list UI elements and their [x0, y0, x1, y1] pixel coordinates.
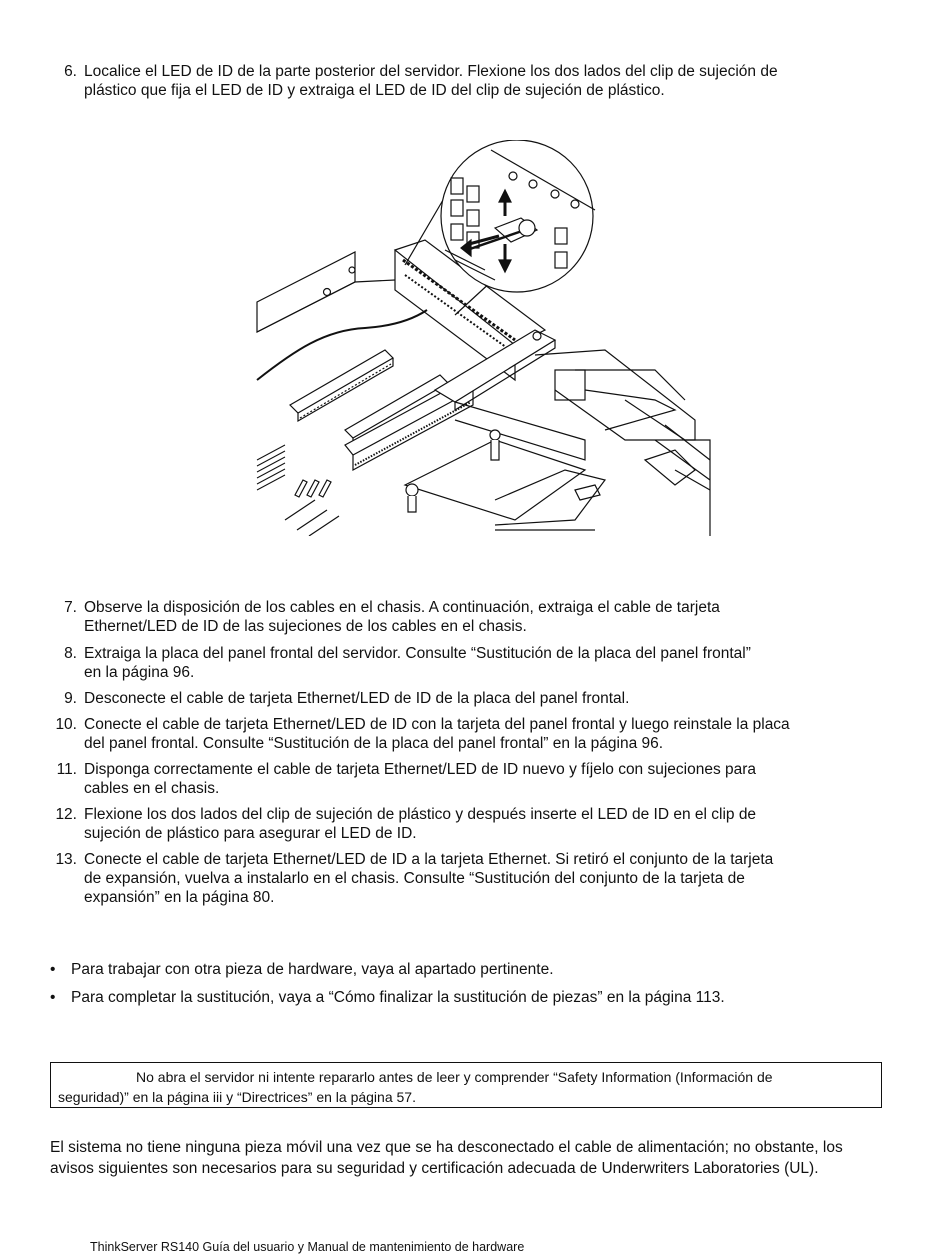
step-text-line: Conecte el cable de tarjeta Ethernet/LED de ID a la tarjeta Ethernet. Si retiró el conjunto de la tarjeta — [84, 851, 774, 868]
step-6 — [50, 62, 880, 100]
step-number: 7. — [64, 599, 77, 616]
bullet-text: Para trabajar con otra pieza de hardware, vaya al apartado pertinente. — [71, 961, 554, 978]
step-text-line: expansión” en la página 80. — [84, 889, 275, 906]
step-text-line: Observe la disposición de los cables en el chasis. A continuación, extraiga el cable de tarjeta — [84, 599, 720, 616]
step-text-line: del panel frontal. Consulte “Sustitución de la placa del panel frontal” en la página 96. — [84, 735, 664, 752]
step-11 — [50, 760, 880, 798]
step-text-line: plástico que fija el LED de ID y extraiga el LED de ID del clip de sujeción de plástico. — [84, 82, 665, 99]
step-text-line: cables en el chasis. — [84, 780, 220, 797]
note-line: seguridad)” en la página iii y “Directrices” en la página 57. — [58, 1089, 416, 1105]
step-text-line: Ethernet/LED de ID de las sujeciones de los cables en el chasis. — [84, 618, 527, 635]
step-number: 12. — [55, 806, 77, 823]
step-8 — [50, 644, 880, 682]
bullet-text: Para completar la sustitución, vaya a “Cómo finalizar la sustitución de piezas” en la página 113. — [71, 989, 725, 1006]
step-number: 6. — [64, 63, 77, 80]
list-item — [50, 960, 880, 979]
step-13 — [50, 850, 880, 907]
step-text-line: Conecte el cable de tarjeta Ethernet/LED de ID con la tarjeta del panel frontal y luego reinstale la placa — [84, 716, 790, 733]
step-number: 11. — [56, 761, 77, 778]
note-line: No abra el servidor ni intente repararlo antes de leer y comprender “Safety Information (Información de — [136, 1069, 773, 1085]
step-10 — [50, 715, 880, 753]
step-text-line: Desconecte el cable de tarjeta Ethernet/LED de ID de la placa del panel frontal. — [84, 690, 630, 707]
id-led-removal-illustration — [255, 140, 715, 536]
body-paragraph: El sistema no tiene ninguna pieza móvil una vez que se ha desconectado el cable de alimentación; no obstante, los avisos siguientes son necesarios para su seguridad y certificación adecuada de Underwriters Laboratories (UL). — [50, 1139, 843, 1177]
step-text-line: Localice el LED de ID de la parte posterior del servidor. Flexione los dos lados del clip de sujeción de — [84, 63, 778, 80]
list-item — [50, 988, 880, 1007]
step-7 — [50, 598, 880, 636]
bullet-icon: • — [50, 989, 56, 1006]
step-number: 10. — [55, 716, 77, 733]
step-number: 9. — [64, 690, 77, 707]
bullet-icon: • — [50, 961, 56, 978]
step-text-line: Extraiga la placa del panel frontal del servidor. Consulte “Sustitución de la placa del panel frontal” — [84, 645, 751, 662]
step-number: 13. — [55, 851, 77, 868]
step-12 — [50, 805, 880, 843]
step-text-line: Disponga correctamente el cable de tarjeta Ethernet/LED de ID nuevo y fíjelo con sujeciones para — [84, 761, 757, 778]
step-text-line: sujeción de plástico para asegurar el LED de ID. — [84, 825, 417, 842]
safety-note-box — [50, 1062, 882, 1108]
step-text-line: de expansión, vuelva a instalarlo en el chasis. Consulte “Sustitución del conjunto de la tarjeta de — [84, 870, 745, 887]
step-number: 8. — [64, 645, 77, 662]
page-footer: ThinkServer RS140 Guía del usuario y Manual de mantenimiento de hardware — [90, 1240, 525, 1254]
step-9 — [50, 689, 880, 708]
step-text-line: en la página 96. — [84, 664, 195, 681]
step-text-line: Flexione los dos lados del clip de sujeción de plástico y después inserte el LED de ID en el clip de — [84, 806, 757, 823]
